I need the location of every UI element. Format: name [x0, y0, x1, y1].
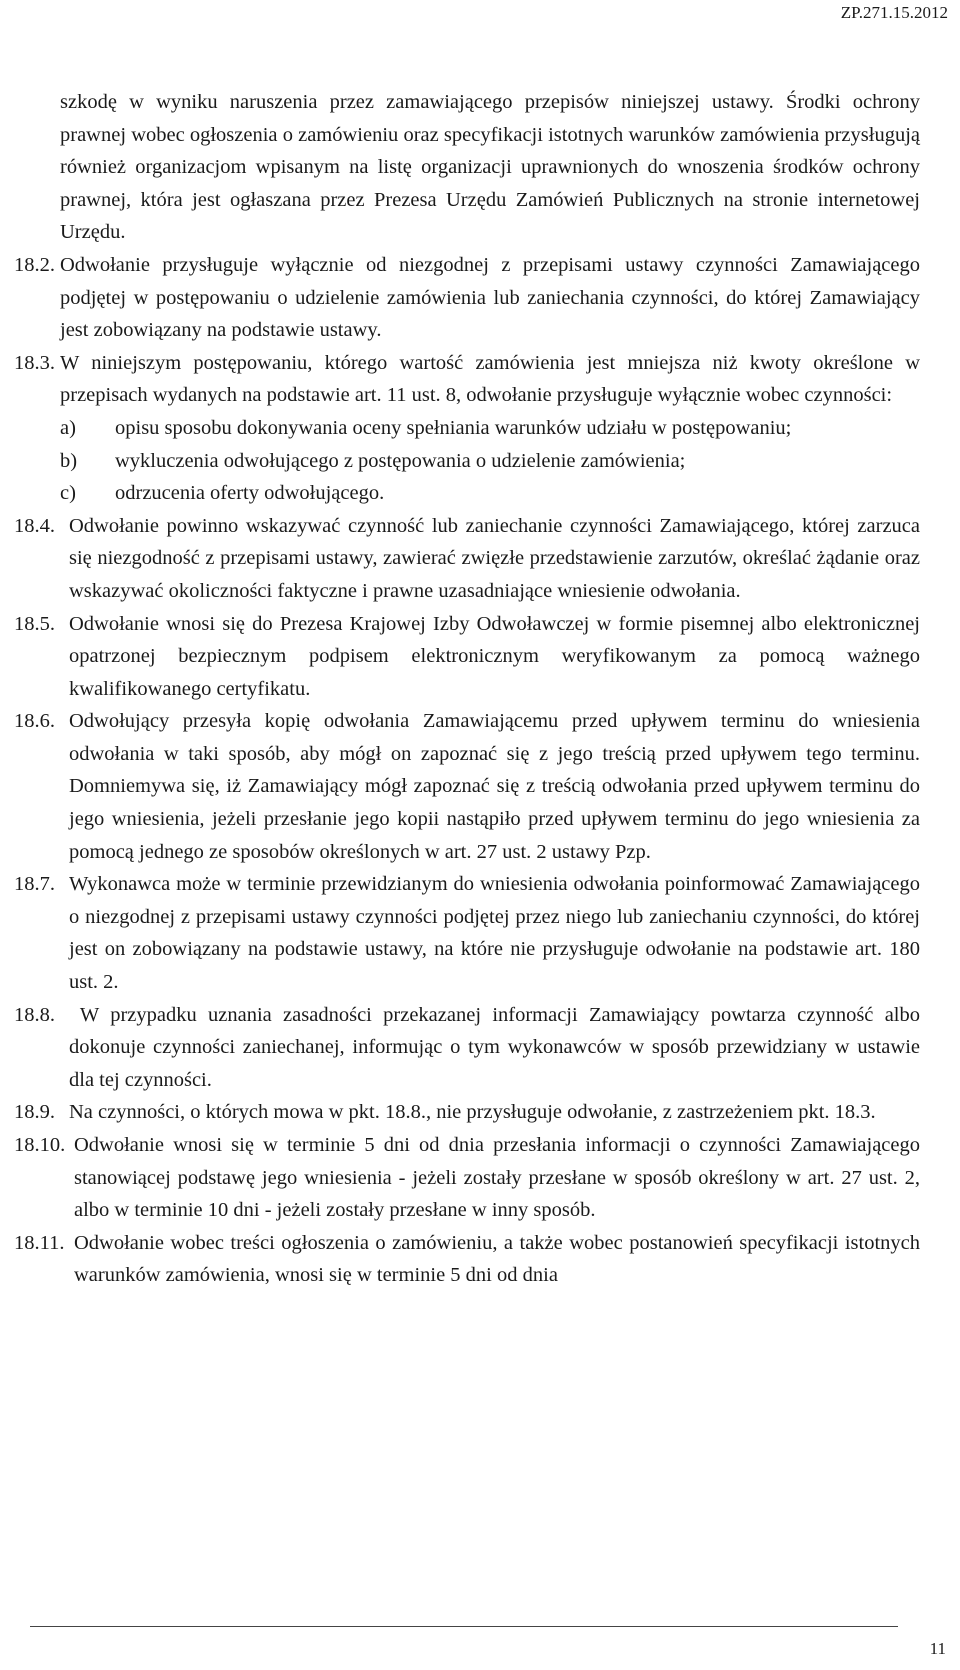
paragraph-18-6: [14, 705, 920, 868]
paragraph-text: Odwołanie wobec treści ogłoszenia o zamówieniu, a także wobec postanowień specyfikacji istotnych warunków zamówienia, wnosi się w terminie 5 dni od dnia: [74, 1231, 920, 1287]
list-item-a: [14, 412, 920, 445]
paragraph-number: 18.2.: [14, 253, 55, 276]
paragraph-number: 18.9.: [14, 1101, 55, 1124]
paragraph-text: W przypadku uznania zasadności przekazanej informacji Zamawiający powtarza czynność albo dokonuje czynności zaniechanej, informując o tym wykonawców w sposób przewidziany w ustawie dla tej czynności.: [69, 1003, 920, 1091]
paragraph-18-7: [14, 868, 920, 998]
page-number: 11: [929, 1639, 946, 1658]
paragraph-number: 18.7.: [14, 873, 55, 896]
list-marker: c): [60, 482, 76, 505]
footer-divider: [30, 1626, 898, 1627]
list-item-text: opisu sposobu dokonywania oceny spełniania warunków udziału w postępowaniu;: [115, 416, 792, 439]
paragraph-18-11: [14, 1227, 920, 1292]
paragraph-text: Odwołujący przesyła kopię odwołania Zamawiającemu przed upływem terminu do wniesienia odwołania w taki sposób, aby mógł on zapoznać się z jego treścią przed upływem tego terminu. Domniemywa się, iż Zamawiający mógł zapoznać się z treścią odwołania przed upływem terminu do jego wniesienia, jeżeli przesłanie jego kopii nastąpiło przed upływem terminu do jego wniesienia za pomocą jednego ze sposobów określonych w art. 27 ust. 2 ustawy Pzp.: [69, 710, 920, 863]
paragraph-number: 18.5.: [14, 612, 55, 635]
list-item-text: odrzucenia oferty odwołującego.: [115, 482, 385, 505]
list-item-b: [14, 445, 920, 478]
paragraph-continuation: szkodę w wyniku naruszenia przez zamawiającego przepisów niniejszej ustawy. Środki ochrony prawnej wobec ogłoszenia o zamówieniu oraz specyfikacji istotnych warunków zamówienia przysługują również organizacjom wpisanym na listę organizacji uprawnionych do wnoszenia środków ochrony prawnej, która jest ogłaszana przez Prezesa Urzędu Zamówień Publicznych na stronie internetowej Urzędu.: [60, 91, 920, 244]
paragraph-number: 18.6.: [14, 710, 55, 733]
list-item-c: [14, 477, 920, 510]
paragraph-18-8: [14, 999, 920, 1097]
paragraph-text: Odwołanie wnosi się w terminie 5 dni od dnia przesłania informacji o czynności Zamawiającego stanowiącej podstawę jego wniesienia - jeżeli zostały przesłane w sposób określony w art. 27 ust. 2, albo w terminie 10 dni - jeżeli zostały przesłane w inny sposób.: [74, 1134, 920, 1222]
list-marker: a): [60, 416, 76, 439]
document-reference: ZP.271.15.2012: [840, 3, 948, 22]
paragraph-18-10: [14, 1129, 920, 1227]
paragraph-18-4: [14, 510, 920, 608]
paragraph-text: Odwołanie wnosi się do Prezesa Krajowej Izby Odwoławczej w formie pisemnej albo elektronicznej opatrzonej bezpiecznym podpisem elektronicznym weryfikowanym za pomocą ważnego kwalifikowanego certyfikatu.: [69, 612, 920, 700]
paragraph-text: Odwołanie przysługuje wyłącznie od niezgodnej z przepisami ustawy czynności Zamawiającego podjętej w postępowaniu o udzielenie zamówienia lub zaniechania czynności, do której Zamawiający jest zobowiązany na podstawie ustawy.: [60, 253, 920, 342]
list-item-text: wykluczenia odwołującego z postępowania o udzielenie zamówienia;: [115, 449, 686, 472]
paragraph-number: 18.10.: [14, 1134, 66, 1156]
paragraph-18-3: [14, 347, 920, 412]
page-body: [14, 86, 920, 1292]
paragraph-text: W niniejszym postępowaniu, którego wartość zamówienia jest mniejsza niż kwoty określone w przepisach wydanych na podstawie art. 11 ust. 8, odwołanie przysługuje wyłącznie wobec czynności:: [60, 351, 920, 407]
paragraph-number: 18.11.: [14, 1231, 65, 1254]
paragraph-18-5: [14, 608, 920, 706]
paragraph-number: 18.3.: [14, 351, 55, 374]
list-marker: b): [60, 449, 78, 472]
paragraph-18-2: [14, 249, 920, 347]
paragraph-18-9: [14, 1096, 920, 1129]
paragraph-text: Odwołanie powinno wskazywać czynność lub zaniechanie czynności Zamawiającego, której zarzuca się niezgodność z przepisami ustawy, zawierać zwięzłe przedstawienie zarzutów, określać żądanie oraz wskazywać okoliczności faktyczne i prawne uzasadniające wniesienie odwołania.: [69, 514, 920, 602]
paragraph-text: Na czynności, o których mowa w pkt. 18.8., nie przysługuje odwołanie, z zastrzeżeniem pkt. 18.3.: [69, 1101, 876, 1124]
paragraph-number: 18.8.: [14, 1003, 55, 1026]
paragraph-number: 18.4.: [14, 514, 55, 537]
paragraph-text: Wykonawca może w terminie przewidzianym do wniesienia odwołania poinformować Zamawiającego o niezgodnej z przepisami ustawy czynności podjętej przez niego lub zaniechaniu czynności, do której jest on zobowiązany na podstawie ustawy, na które nie przysługuje odwołanie na podstawie art. 180 ust. 2.: [69, 873, 920, 994]
